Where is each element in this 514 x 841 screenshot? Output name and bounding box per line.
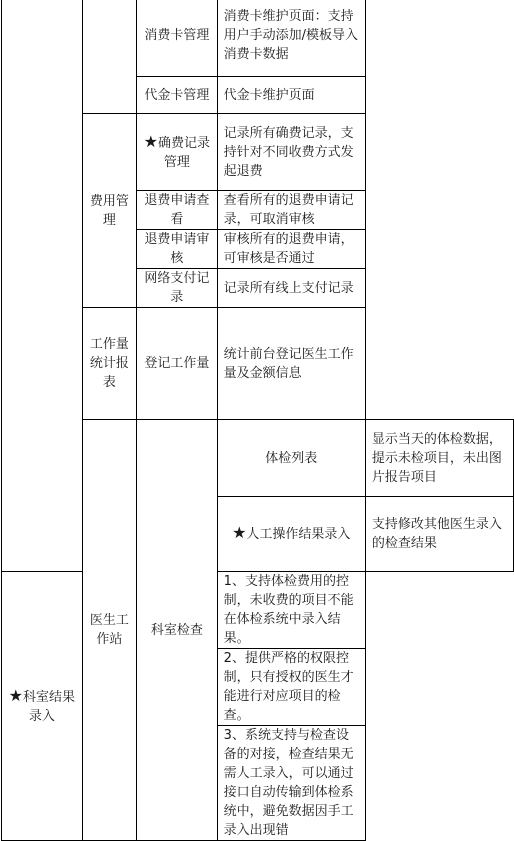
desc-cell: 显示当天的体检数据，提示未检项目，未出图片报告项目 bbox=[365, 420, 513, 497]
module-cell: 退费申请查看 bbox=[137, 191, 218, 230]
desc-cell: 1、支持体检费用的控制，未收费的项目不能在体检系统中录入结果。 bbox=[217, 572, 365, 649]
module-label: 人工操作结果录入 bbox=[246, 527, 351, 542]
desc-cell: 消费卡维护页面：支持用户手动添加/模板导入消费卡数据 bbox=[217, 0, 365, 77]
station-cell: 医生工作站 bbox=[82, 420, 136, 841]
desc-cell: 审核所有的退费申请，可审核是否通过 bbox=[217, 230, 365, 269]
star-icon: ★ bbox=[232, 523, 247, 542]
group-cell-dept: 科室检查 bbox=[137, 420, 218, 841]
module-cell: 退费申请审核 bbox=[137, 230, 218, 269]
function-table bbox=[1, 0, 514, 841]
module-label: 科室结果录入 bbox=[22, 690, 75, 724]
module-cell bbox=[137, 114, 218, 191]
module-cell: 网络支付记录 bbox=[137, 269, 218, 308]
cell-empty-module bbox=[2, 0, 83, 572]
desc-cell: 记录所有线上支付记录 bbox=[217, 269, 365, 308]
desc-cell: 支持修改其他医生录入的检查结果 bbox=[365, 497, 513, 572]
desc-cell: 统计前台登记医生工作量及金额信息 bbox=[217, 308, 365, 420]
module-cell: 登记工作量 bbox=[137, 308, 218, 420]
desc-cell: 记录所有确费记录，支持针对不同收费方式发起退费 bbox=[217, 114, 365, 191]
desc-cell: 查看所有的退费申请记录，可取消审核 bbox=[217, 191, 365, 230]
module-cell bbox=[2, 572, 83, 841]
star-icon: ★ bbox=[8, 686, 23, 705]
group-label: 费用管理 bbox=[89, 193, 129, 228]
cell-empty-group bbox=[82, 0, 136, 114]
star-icon: ★ bbox=[143, 132, 158, 151]
desc-cell: 3、系统支持与检查设备的对接，检查结果无需人工录入，可以通过接口自动传输到体检系统中，避免数据因手工录入出现错 bbox=[217, 726, 365, 841]
desc-cell: 代金卡维护页面 bbox=[217, 77, 365, 114]
module-cell: 体检列表 bbox=[217, 420, 365, 497]
module-cell bbox=[217, 497, 365, 572]
group-cell-workload: 工作量统计报表 bbox=[82, 308, 136, 420]
module-cell: 代金卡管理 bbox=[137, 77, 218, 114]
module-label: 确费记录管理 bbox=[158, 136, 211, 170]
group-cell-fee bbox=[82, 114, 136, 308]
module-cell: 消费卡管理 bbox=[137, 0, 218, 77]
desc-cell: 2、提供严格的权限控制，只有授权的医生才能进行对应项目的检查。 bbox=[217, 649, 365, 726]
